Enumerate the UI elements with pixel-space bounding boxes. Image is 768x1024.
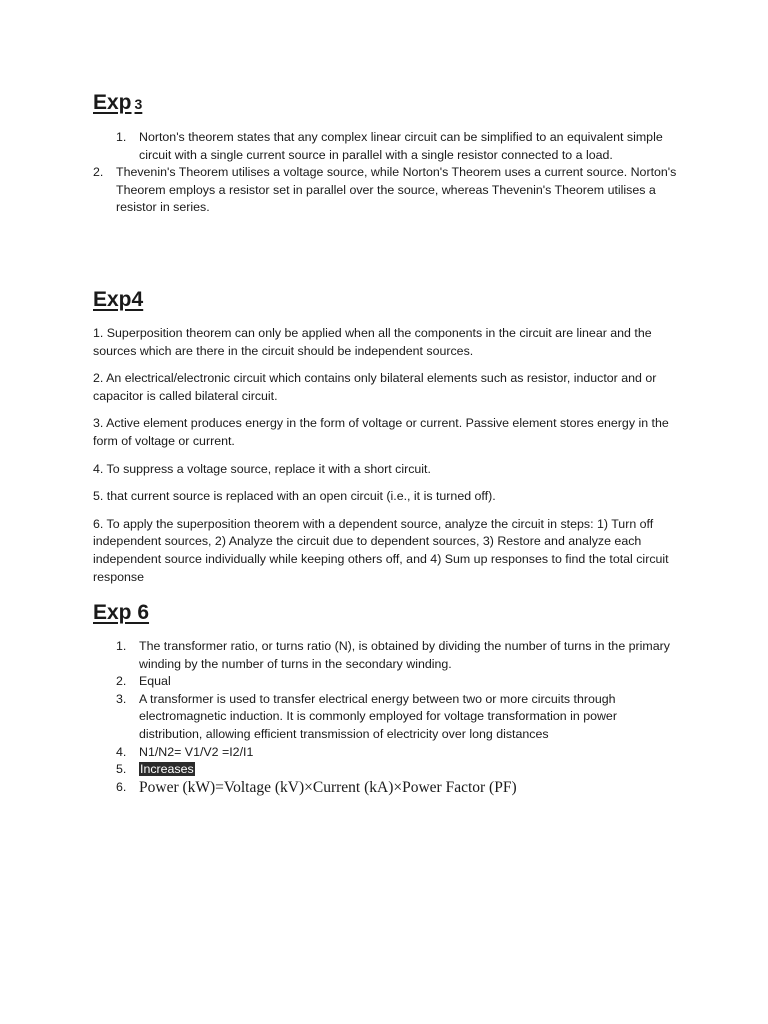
list-item-text: Norton's theorem states that any complex linear circuit can be simplified to an equivalent simple circuit with a single current source in parallel with a single resistor connected to a load. bbox=[139, 130, 663, 162]
list-item bbox=[93, 129, 683, 164]
paragraph: 1. Superposition theorem can only be applied when all the components in the circuit are linear and the sources which are there in the circuit should be independent sources. bbox=[93, 325, 652, 358]
exp3-heading: Exp 3 bbox=[93, 91, 143, 114]
list-number: 4. bbox=[116, 744, 127, 759]
exp6-section bbox=[93, 598, 683, 797]
list-item bbox=[93, 761, 683, 779]
exp6-heading: Exp 6 bbox=[93, 601, 150, 625]
exp3-section bbox=[93, 88, 683, 217]
list-item bbox=[93, 673, 683, 691]
list-number: 5. bbox=[116, 762, 127, 777]
document-page bbox=[93, 88, 683, 797]
list-number: 2. bbox=[116, 674, 127, 689]
list-number: 3. bbox=[116, 691, 127, 706]
list-item-text: Thevenin's Theorem utilises a voltage source, while Norton's Theorem uses a current source. Norton's Theorem employs a resistor set in parallel over the source, whereas Thevenin's Theorem utilises a resistor in series. bbox=[116, 165, 677, 215]
list-number: 6. bbox=[116, 779, 127, 794]
list-item-text: N1/N2= V1/V2 =I2/I1 bbox=[139, 744, 254, 759]
exp4-heading: Exp4 bbox=[93, 287, 144, 311]
paragraph: 2. An electrical/electronic circuit which contains only bilateral elements such as resistor, inductor and or capacitor is called bilateral circuit. bbox=[93, 371, 657, 403]
exp3-heading-suffix: 3 bbox=[134, 96, 143, 112]
paragraph: 5. that current source is replaced with an open circuit (i.e., it is turned off). bbox=[93, 489, 496, 504]
power-formula: Power (kW)=Voltage (kV)×Current (kA)×Power Factor (PF) bbox=[139, 778, 517, 796]
list-item bbox=[93, 638, 683, 673]
highlighted-text[interactable]: Increases bbox=[140, 762, 194, 777]
list-item bbox=[93, 744, 683, 762]
paragraph: 4. To suppress a voltage source, replace it with a short circuit. bbox=[93, 461, 431, 476]
list-item-text: Equal bbox=[139, 674, 171, 689]
paragraph: 6. To apply the superposition theorem with a dependent source, analyze the circuit in steps: 1) Turn off independent sources, 2) Analyze the circuit due to dependent sources, 3) Restore and analyze each independent source individually while keeping others off, and 4) Sum up responses to find the total circuit response bbox=[93, 516, 669, 584]
list-number: 1. bbox=[116, 639, 127, 654]
list-item-text: The transformer ratio, or turns ratio (N), is obtained by dividing the number of turns in the primary winding by the number of turns in the secondary winding. bbox=[139, 639, 670, 671]
exp4-section bbox=[93, 285, 683, 586]
exp4-body bbox=[93, 325, 683, 586]
list-item-text: A transformer is used to transfer electrical energy between two or more circuits through electromagnetic induction. It is commonly employed for voltage transformation in power distribution, allowing efficient transmission of electricity over long distances bbox=[139, 691, 617, 742]
list-number: 2. bbox=[93, 165, 104, 180]
list-item bbox=[93, 691, 683, 744]
list-item bbox=[93, 779, 683, 798]
exp3-list bbox=[93, 129, 683, 217]
paragraph: 3. Active element produces energy in the form of voltage or current. Passive element stores energy in the form of voltage or current. bbox=[93, 416, 669, 448]
list-item bbox=[93, 164, 683, 217]
exp6-list bbox=[93, 638, 683, 797]
list-number: 1. bbox=[116, 130, 127, 144]
